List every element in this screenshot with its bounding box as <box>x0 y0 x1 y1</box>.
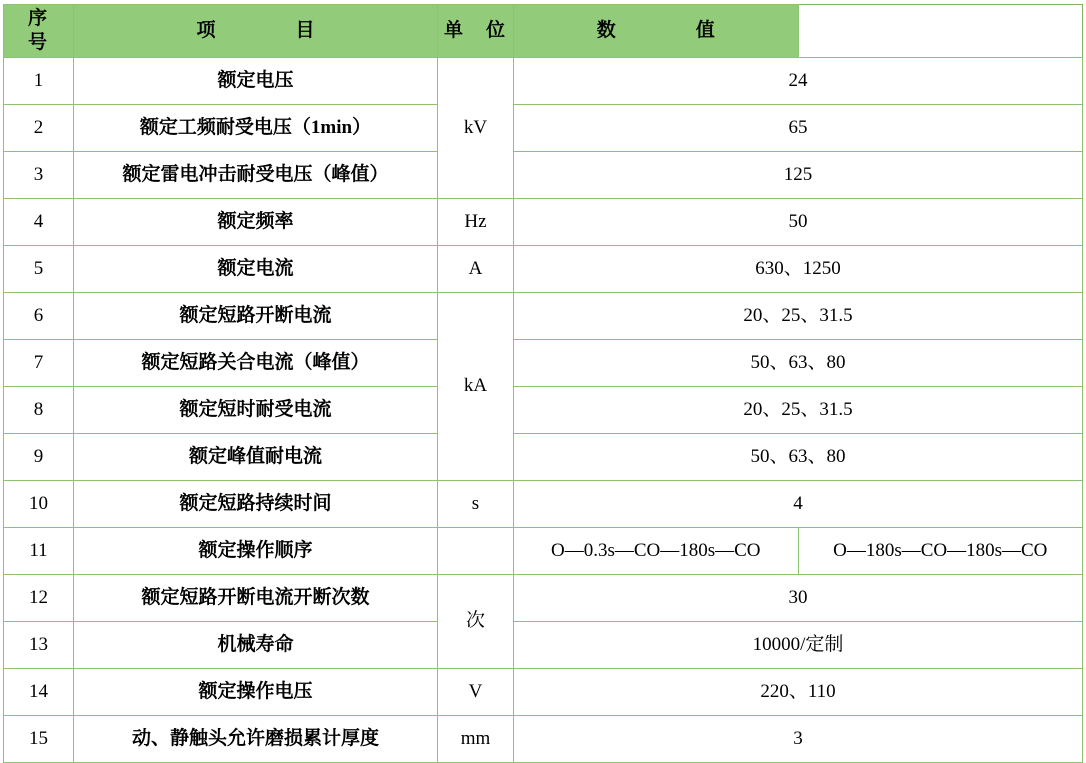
cell-unit <box>438 527 514 574</box>
table-row <box>4 339 1083 386</box>
table-header <box>4 5 1083 58</box>
cell-value: 30 <box>514 574 1083 621</box>
cell-value: 20、25、31.5 <box>514 386 1083 433</box>
cell-value: 50 <box>514 198 1083 245</box>
specifications-table <box>3 4 1083 763</box>
cell-value: 50、63、80 <box>514 339 1083 386</box>
cell-item: 额定短路开断电流 <box>74 292 438 339</box>
cell-item: 机械寿命 <box>74 621 438 668</box>
cell-item: 额定操作电压 <box>74 668 438 715</box>
cell-unit: 次 <box>438 574 514 668</box>
cell-value: 630、1250 <box>514 245 1083 292</box>
cell-item: 额定短路开断电流开断次数 <box>74 574 438 621</box>
cell-unit: Hz <box>438 198 514 245</box>
cell-no: 12 <box>4 574 74 621</box>
cell-no: 9 <box>4 433 74 480</box>
cell-no: 2 <box>4 104 74 151</box>
cell-value: 50、63、80 <box>514 433 1083 480</box>
cell-value-right: O—180s—CO—180s—CO <box>798 527 1083 574</box>
cell-no: 13 <box>4 621 74 668</box>
table-body <box>4 57 1083 762</box>
cell-no: 14 <box>4 668 74 715</box>
cell-item: 额定短路持续时间 <box>74 480 438 527</box>
cell-unit: s <box>438 480 514 527</box>
cell-value: 3 <box>514 715 1083 762</box>
cell-item: 额定电压 <box>74 57 438 104</box>
table-row <box>4 621 1083 668</box>
table-row <box>4 574 1083 621</box>
cell-item: 额定操作顺序 <box>74 527 438 574</box>
cell-no: 3 <box>4 151 74 198</box>
cell-value: 24 <box>514 57 1083 104</box>
cell-item: 额定频率 <box>74 198 438 245</box>
cell-unit: kA <box>438 292 514 480</box>
cell-unit: kV <box>438 57 514 198</box>
column-header-value: 数 值 <box>514 5 799 58</box>
cell-item: 额定电流 <box>74 245 438 292</box>
cell-no: 15 <box>4 715 74 762</box>
table-row <box>4 245 1083 292</box>
cell-no: 5 <box>4 245 74 292</box>
table-row <box>4 668 1083 715</box>
cell-no: 7 <box>4 339 74 386</box>
table-row <box>4 57 1083 104</box>
table-row <box>4 386 1083 433</box>
cell-value: 20、25、31.5 <box>514 292 1083 339</box>
table-row <box>4 198 1083 245</box>
cell-item: 额定短路关合电流（峰值） <box>74 339 438 386</box>
table-row <box>4 151 1083 198</box>
cell-item: 额定工频耐受电压（1min） <box>74 104 438 151</box>
column-header-unit: 单 位 <box>438 5 514 58</box>
cell-no: 11 <box>4 527 74 574</box>
cell-no: 8 <box>4 386 74 433</box>
cell-item: 额定峰值耐电流 <box>74 433 438 480</box>
cell-item: 动、静触头允许磨损累计厚度 <box>74 715 438 762</box>
cell-unit: mm <box>438 715 514 762</box>
cell-no: 1 <box>4 57 74 104</box>
cell-no: 4 <box>4 198 74 245</box>
column-header-no: 序 号 <box>4 5 74 58</box>
cell-value: 4 <box>514 480 1083 527</box>
table-row <box>4 715 1083 762</box>
cell-no: 10 <box>4 480 74 527</box>
cell-unit: A <box>438 245 514 292</box>
table-row <box>4 527 1083 574</box>
table-header-row <box>4 5 1083 58</box>
cell-value: 10000/定制 <box>514 621 1083 668</box>
cell-item: 额定短时耐受电流 <box>74 386 438 433</box>
table-row <box>4 292 1083 339</box>
cell-value: 220、110 <box>514 668 1083 715</box>
cell-no: 6 <box>4 292 74 339</box>
table-row <box>4 104 1083 151</box>
table-row <box>4 480 1083 527</box>
table-row <box>4 433 1083 480</box>
cell-value: 65 <box>514 104 1083 151</box>
cell-item: 额定雷电冲击耐受电压（峰值） <box>74 151 438 198</box>
cell-unit: V <box>438 668 514 715</box>
column-header-item: 项 目 <box>74 5 438 58</box>
cell-value: 125 <box>514 151 1083 198</box>
cell-value-left: O—0.3s—CO—180s—CO <box>514 527 799 574</box>
